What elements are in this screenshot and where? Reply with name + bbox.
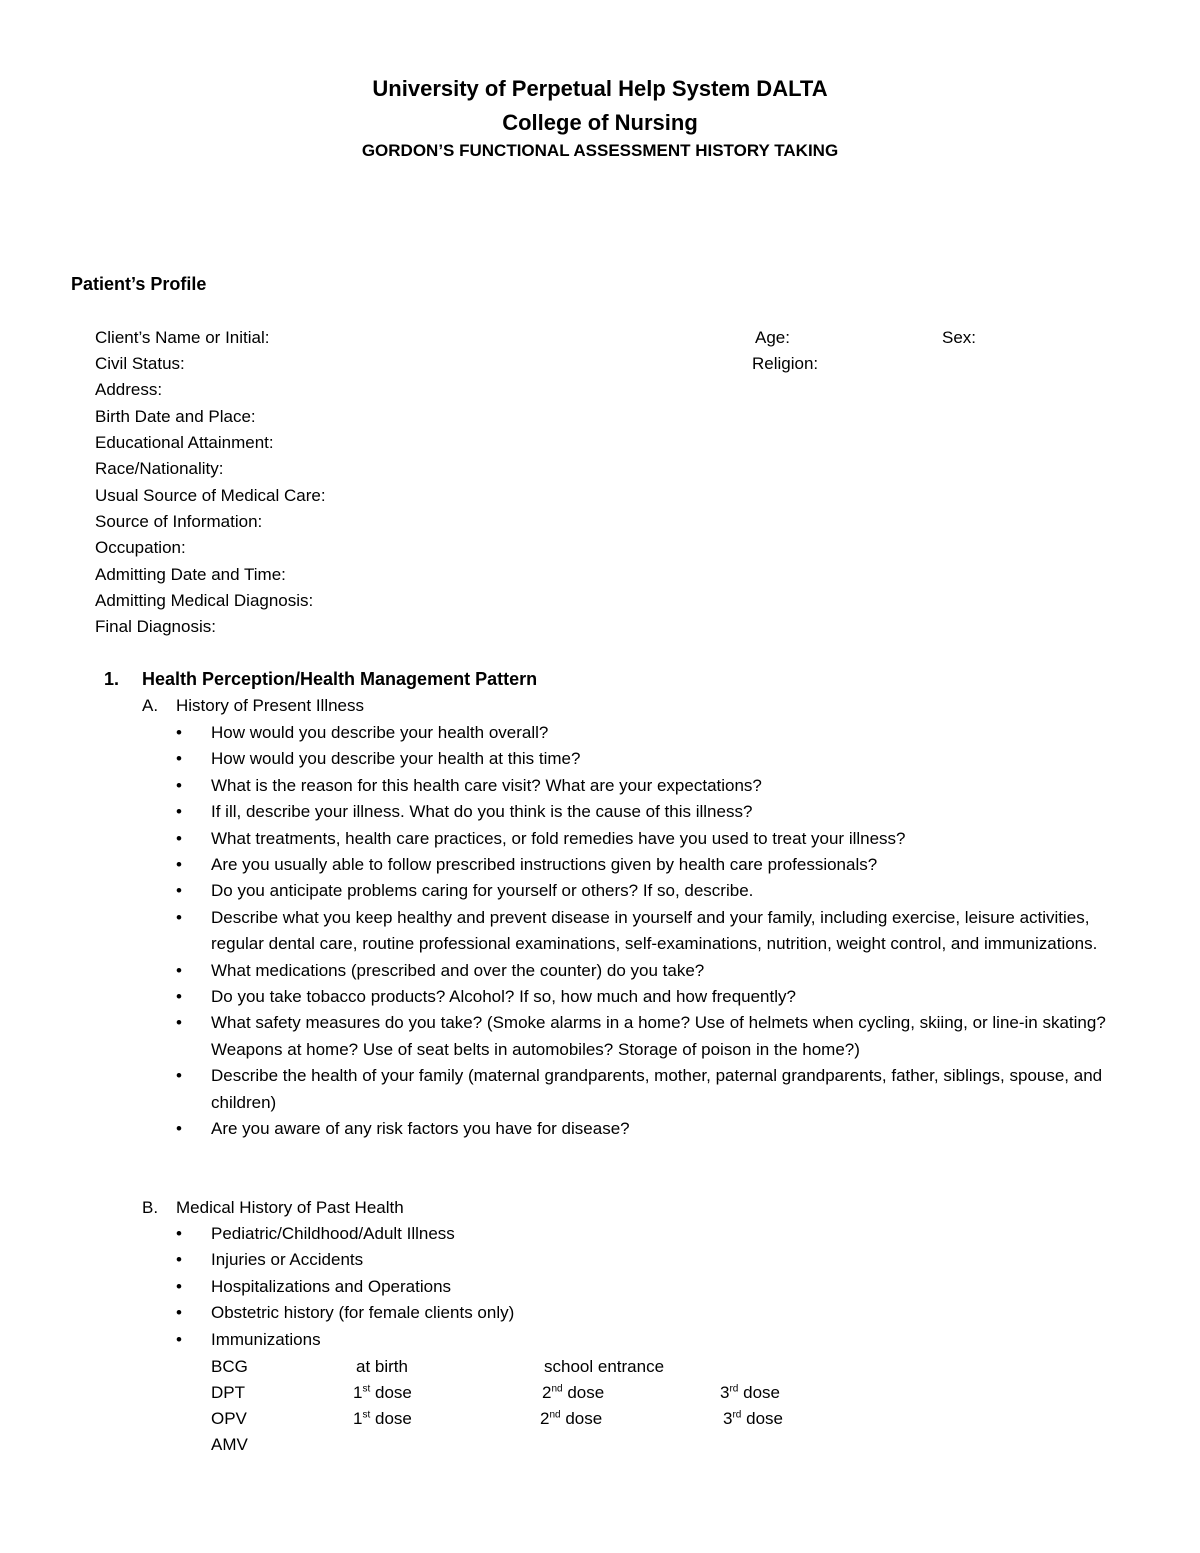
religion-label: Religion: xyxy=(752,354,819,373)
list-item: • Injuries or Accidents xyxy=(0,1247,1111,1273)
list-item: • How would you describe your health at this time? xyxy=(0,746,1111,772)
bullet-icon: • xyxy=(176,987,182,1007)
bullet-icon: • xyxy=(176,749,182,769)
admitting-diagnosis-label: Admitting Medical Diagnosis: xyxy=(95,591,314,610)
subsection-b-letter: B. xyxy=(142,1198,159,1217)
section-title: Health Perception/Health Management Pattern xyxy=(142,669,538,689)
patient-profile-heading: Patient’s Profile xyxy=(71,274,207,294)
dpt-label: DPT xyxy=(211,1383,245,1402)
form-title: GORDON’S FUNCTIONAL ASSESSMENT HISTORY TAKING xyxy=(361,141,839,160)
bullet-icon: • xyxy=(176,855,182,875)
bullet-icon: • xyxy=(176,1224,182,1243)
amv-label: AMV xyxy=(211,1435,248,1454)
list-item: • Describe the health of your family (maternal grandparents, mother, paternal grandparents, father, siblings, spouse, and children) xyxy=(0,1063,1111,1116)
opv-label: OPV xyxy=(211,1409,247,1428)
subsection-a-letter: A. xyxy=(142,696,159,715)
dpt-dose-3: 3rd dose xyxy=(720,1383,780,1402)
birth-date-label: Birth Date and Place: xyxy=(95,407,256,426)
bullet-icon: • xyxy=(176,828,182,848)
list-item: • If ill, describe your illness. What do you think is the cause of this illness? xyxy=(0,799,1111,825)
age-label: Age: xyxy=(755,328,790,347)
list-item: • What safety measures do you take? (Smoke alarms in a home? Use of helmets when cycling, skiing, or line-in skating? Weapons at home? Use of seat belts in automobiles? Storage of poison in the home?) xyxy=(0,1010,1111,1063)
list-item: • How would you describe your health overall? xyxy=(0,720,1111,746)
section-number: 1. xyxy=(104,669,120,689)
subsection-b-title: Medical History of Past Health xyxy=(176,1198,404,1217)
list-item: • What medications (prescribed and over the counter) do you take? xyxy=(0,958,1111,984)
dpt-dose-1: 1st dose xyxy=(353,1383,412,1402)
list-item: • What treatments, health care practices, or fold remedies have you used to treat your illness? xyxy=(0,826,1111,852)
list-item: • Are you usually able to follow prescribed instructions given by health care professionals? xyxy=(0,852,1111,878)
bullet-icon: • xyxy=(176,802,182,822)
sex-label: Sex: xyxy=(942,328,977,347)
education-label: Educational Attainment: xyxy=(95,433,274,452)
bullet-icon: • xyxy=(176,723,182,742)
occupation-label: Occupation: xyxy=(95,538,186,557)
list-item: • What is the reason for this health care visit? What are your expectations? xyxy=(0,773,1111,799)
bullet-icon: • xyxy=(176,1276,182,1296)
civil-status-label: Civil Status: xyxy=(95,354,185,373)
nationality-label: Race/Nationality: xyxy=(95,459,224,478)
client-name-label: Client’s Name or Initial: xyxy=(95,328,270,347)
list-item: • Hospitalizations and Operations xyxy=(0,1274,1111,1300)
past-health-items xyxy=(0,1221,1111,1353)
list-item: • Do you take tobacco products? Alcohol? If so, how much and how frequently? xyxy=(0,984,1111,1010)
medical-care-source-label: Usual Source of Medical Care: xyxy=(95,486,326,505)
final-diagnosis-label: Final Diagnosis: xyxy=(95,617,216,636)
bullet-icon: • xyxy=(176,1066,182,1086)
bullet-icon: • xyxy=(176,1329,182,1349)
opv-dose-1: 1st dose xyxy=(353,1409,412,1428)
information-source-label: Source of Information: xyxy=(95,512,263,531)
university-title: University of Perpetual Help System DALTA xyxy=(372,76,828,101)
bcg-school-entrance: school entrance xyxy=(544,1357,665,1376)
subsection-a-title: History of Present Illness xyxy=(176,696,365,715)
bullet-icon: • xyxy=(176,775,182,795)
bcg-at-birth: at birth xyxy=(356,1357,408,1376)
bullet-icon: • xyxy=(176,960,182,980)
address-label: Address: xyxy=(95,380,163,399)
college-title: College of Nursing xyxy=(502,110,698,135)
list-item: • Obstetric history (for female clients only) xyxy=(0,1300,1111,1326)
bullet-icon: • xyxy=(176,907,182,927)
list-item: • Immunizations xyxy=(0,1327,1111,1353)
list-item: • Do you anticipate problems caring for yourself or others? If so, describe. xyxy=(0,878,1111,904)
present-illness-questions xyxy=(0,720,1111,1143)
list-item: • Describe what you keep healthy and prevent disease in yourself and your family, including exercise, leisure activities, regular dental care, routine professional examinations, self-examinations, nutrition, weight control, and immunizations. xyxy=(0,905,1111,958)
bullet-icon: • xyxy=(176,1119,182,1139)
opv-dose-2: 2nd dose xyxy=(540,1409,603,1428)
bullet-icon: • xyxy=(176,1303,182,1323)
bullet-icon: • xyxy=(176,1013,182,1033)
admitting-date-label: Admitting Date and Time: xyxy=(95,565,286,584)
opv-dose-3: 3rd dose xyxy=(723,1409,783,1428)
bcg-label: BCG xyxy=(211,1357,248,1376)
dpt-dose-2: 2nd dose xyxy=(542,1383,605,1402)
list-item: • Pediatric/Childhood/Adult Illness xyxy=(0,1221,1111,1247)
bullet-icon: • xyxy=(176,1250,182,1270)
list-item: • Are you aware of any risk factors you have for disease? xyxy=(0,1116,1111,1142)
bullet-icon: • xyxy=(176,881,182,901)
